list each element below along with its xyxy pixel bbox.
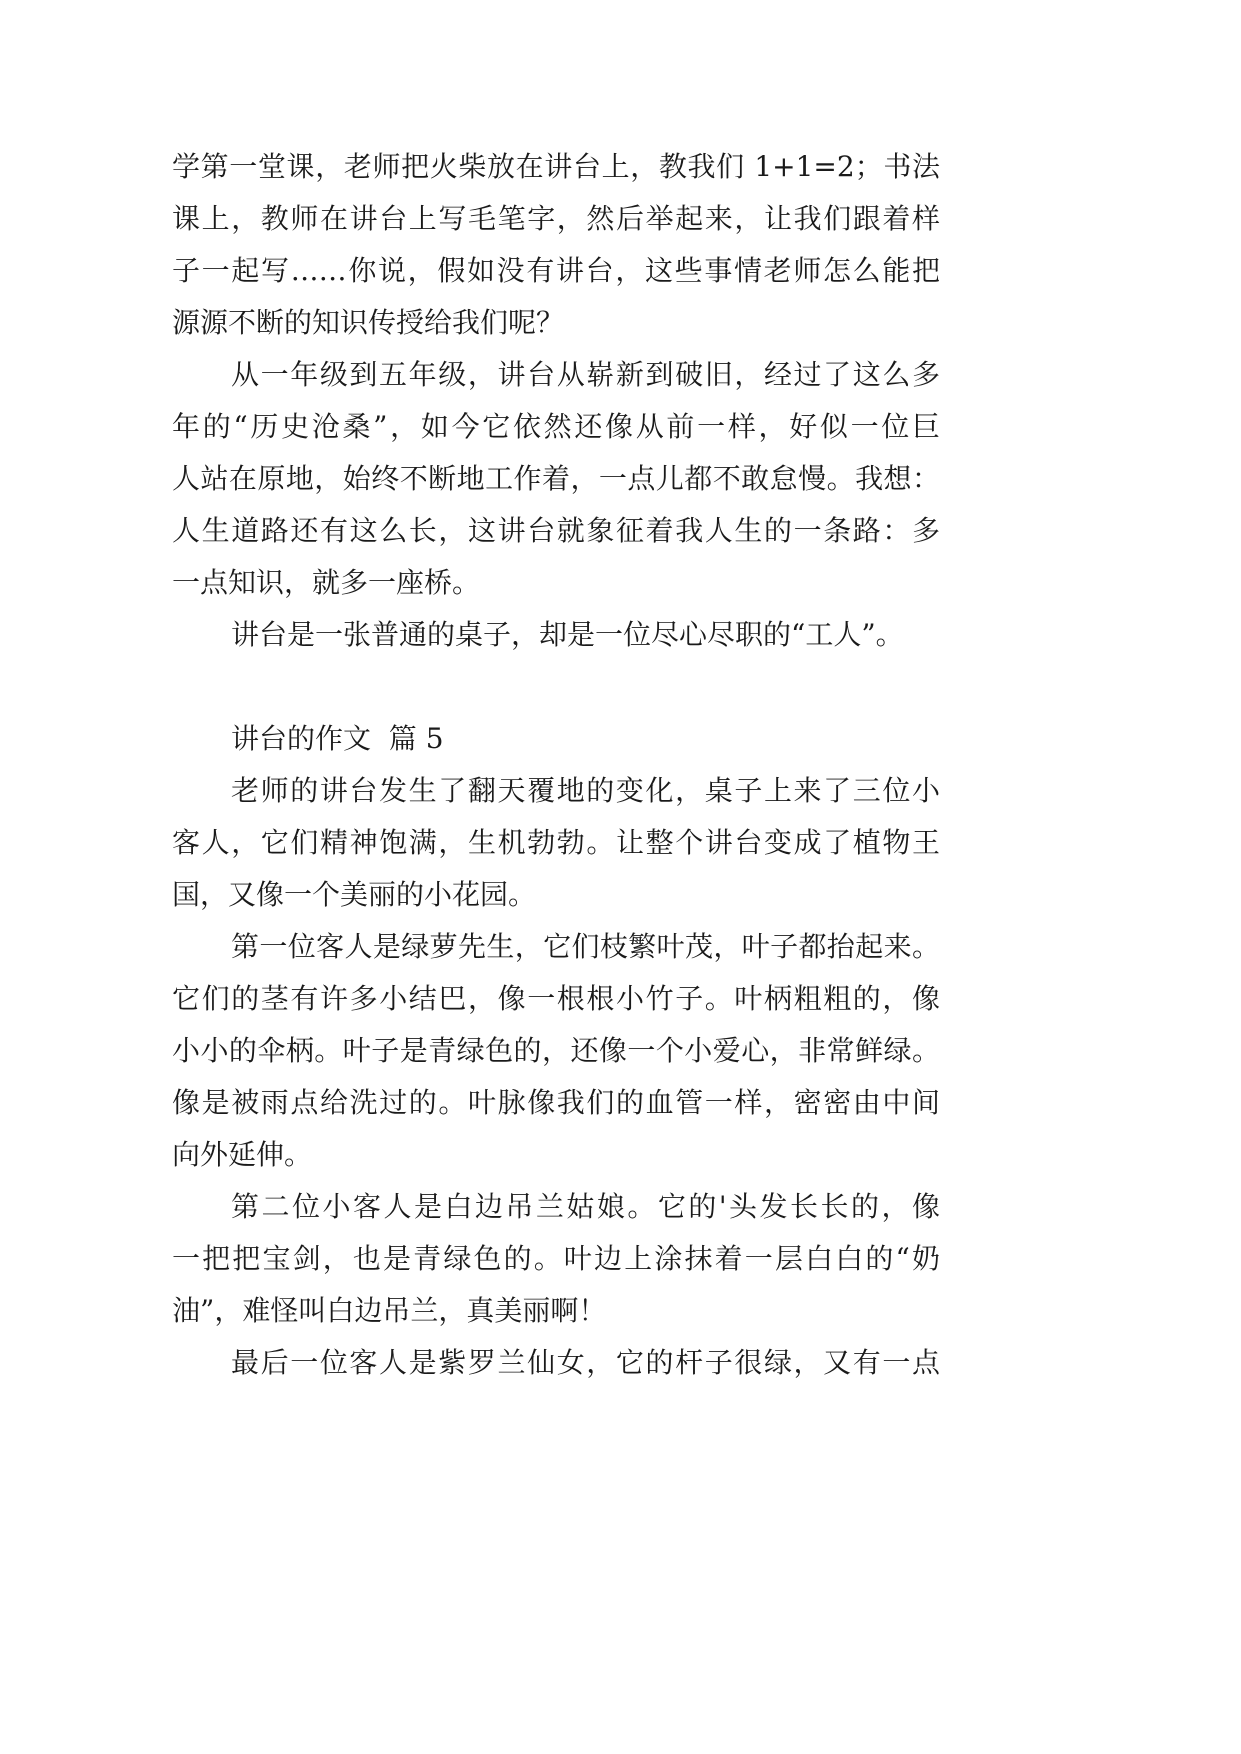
paragraph	[172, 1181, 940, 1337]
paragraph	[172, 1337, 940, 1389]
paragraph	[172, 921, 940, 1181]
text-line: 一把把宝剑，也是青绿色的。叶边上涂抹着一层白白的“奶	[172, 1242, 940, 1275]
text-line: 子一起写……你说，假如没有讲台，这些事情老师怎么能把	[172, 254, 940, 287]
text-line: 人站在原地，始终不断地工作着，一点儿都不敢怠慢。我想：	[172, 462, 940, 495]
text-line: 讲台是一张普通的桌子，却是一位尽心尽职的“工人”。	[231, 618, 904, 651]
text-line: 油”，难怪叫白边吊兰，真美丽啊！	[172, 1294, 607, 1327]
blank-line	[172, 661, 940, 713]
text-line: 向外延伸。	[172, 1138, 313, 1171]
text-line: 人生道路还有这么长，这讲台就象征着我人生的一条路：多	[172, 514, 940, 547]
text-line: 学第一堂课，老师把火柴放在讲台上，教我们 1+1=2；书法	[172, 150, 940, 183]
text-line: 源源不断的知识传授给我们呢？	[172, 306, 565, 339]
text-line: 年的“历史沧桑”，如今它依然还像从前一样，好似一位巨	[172, 410, 940, 443]
text-line: 国，又像一个美丽的小花园。	[172, 878, 537, 911]
text-line: 从一年级到五年级，讲台从崭新到破旧，经过了这么多	[231, 358, 940, 391]
text-line: 第二位小客人是白边吊兰姑娘。它的'头发长长的，像	[231, 1190, 940, 1223]
paragraph	[172, 349, 940, 609]
text-line: 客人，它们精神饱满，生机勃勃。让整个讲台变成了植物王	[172, 826, 940, 859]
text-line: 它们的茎有许多小结巴，像一根根小竹子。叶柄粗粗的，像	[172, 982, 940, 1015]
text-line: 像是被雨点给洗过的。叶脉像我们的血管一样，密密由中间	[172, 1086, 940, 1119]
paragraph	[172, 765, 940, 921]
text-line: 课上，教师在讲台上写毛笔字，然后举起来，让我们跟着样	[172, 202, 940, 235]
paragraph	[172, 141, 940, 349]
document-body	[172, 141, 940, 1389]
text-line: 最后一位客人是紫罗兰仙女，它的杆子很绿，又有一点	[231, 1346, 940, 1379]
text-line: 老师的讲台发生了翻天覆地的变化，桌子上来了三位小	[231, 774, 940, 807]
text-line: 小小的伞柄。叶子是青绿色的，还像一个小爱心，非常鲜绿。	[172, 1034, 940, 1067]
text-line: 第一位客人是绿萝先生，它们枝繁叶茂，叶子都抬起来。	[231, 930, 940, 963]
text-line: 一点知识，就多一座桥。	[172, 566, 481, 599]
paragraph	[172, 609, 940, 661]
essay-title: 讲台的作文 篇 5	[231, 722, 444, 755]
